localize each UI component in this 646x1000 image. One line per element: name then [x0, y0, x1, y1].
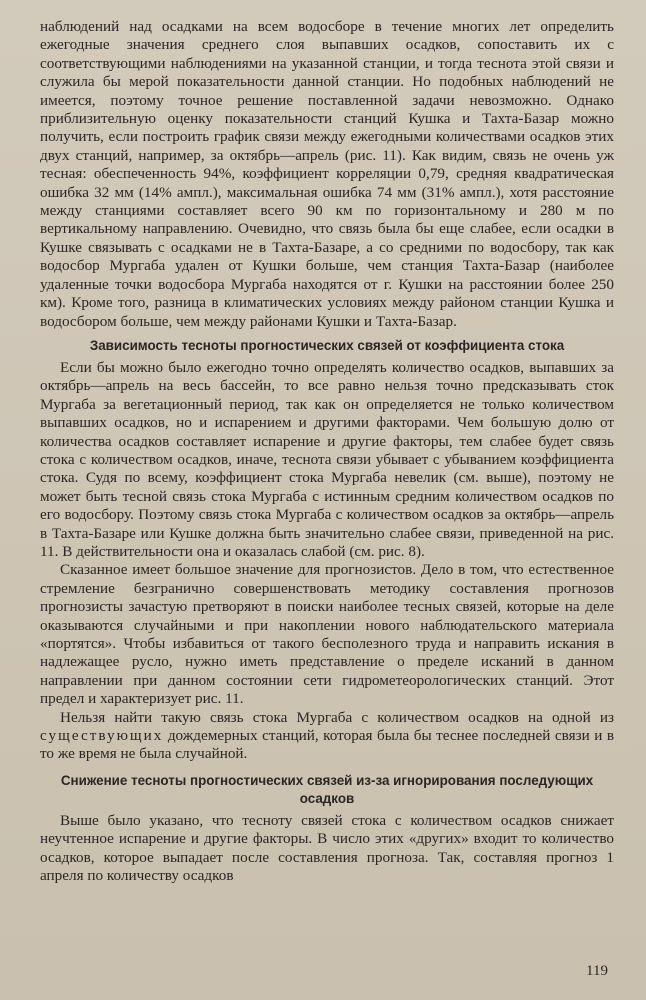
- page-number: 119: [586, 963, 608, 979]
- spaced-emphasis: существующих: [40, 727, 164, 745]
- section-heading-subsequent-precipitation: Снижение тесноты прогностических связей из-за игнорирования последующих осадков: [60, 772, 594, 806]
- paragraph-subsequent-precipitation: Выше было указано, что тесноту связей стока с количеством осадков снижает неучтенное испарение и другие факторы. В число этих «других» входит то количество осадков, которое выпадает после составления прогноза. Так, составляя прогноз 1 апреля по количеству осадков: [40, 811, 614, 885]
- paragraph-existing-stations: [40, 709, 614, 764]
- paragraph-forecasters: Сказанное имеет большое значение для прогнозистов. Дело в том, что естественное стремление безгранично совершенствовать методику составления прогнозов прогнозисты зачастую претворяют в поиски наиболее тесных связей, которые на деле оказываются случайными и при накоплении нового наблюдательского материала «портятся». Чтобы избавиться от такого бесполезного труда и направить искания в надлежащее русло, нужно иметь представление о пределе исканий в данном направлении при данном состоянии сети гидрометеорологических станций. Этот предел и характеризует рис. 11.: [40, 561, 614, 708]
- paragraph-runoff-coefficient: Если бы можно было ежегодно точно определять количество осадков, выпавших за октябрь—апрель на весь бассейн, то все равно нельзя точно предсказывать сток Мургаба за вегетационный период, так как он определяется не только количеством выпавших осадков, но и испарением и другими факторами. Чем большую долю от количества осадков составляет испарение и другие факторы, тем слабее будет связь стока с количеством осадков, иначе, теснота связи убывает с убыванием коэффициента стока. Судя по всему, коэффициент стока Мургаба невелик (см. выше), поэтому не может быть тесной связь стока Мургаба с истинным средним количеством осадков по его водосбору. Поэтому связь стока Мургаба с количеством осадков за октябрь—апрель в Тахта-Базаре или Кушке должна быть значительно слабее связи, приведенной на рис. 11. В действительности она и оказалась слабой (см. рис. 8).: [40, 358, 614, 560]
- paragraph-intro: наблюдений над осадками на всем водосборе в течение многих лет определить ежегодные значения среднего слоя выпавших осадков, сопоставить их с соответствующими наблюдениями на указанной станции, и тогда теснота этой связи и служила бы мерой показательности данной станции. Но подобных наблюдений не имеется, поэтому точное решение поставленной задачи невозможно. Однако приблизительную оценку показательности станций Кушка и Тахта-Базар можно получить, если построить график связи между ежегодными количествами осадков этих двух станций, например, за октябрь—апрель (рис. 11). Как видим, связь не очень уж тесная: обеспеченность 94%, коэффициент корреляции 0,79, средняя квадратическая ошибка 32 мм (14% ампл.), максимальная ошибка 74 мм (31% ампл.), хотя расстояние между станциями составляет всего 90 км по горизонтальному и 280 м по вертикальному направлению. Очевидно, что связь была бы еще слабее, если осадки в Кушке связывать с осадками не в Тахта-Базаре, а со средними по водосбору, так как водосбор Мургаба удален от Кушки больше, чем станция Тахта-Базар (наиболее удаленные точки водосбора Мургаба находятся от г. Кушки на расстоянии более 250 км). Кроме того, разница в климатических условиях между районом станции Кушка и водосбором больше, чем между районами Кушки и Тахта-Базар.: [40, 18, 614, 330]
- section-heading-runoff-coefficient: Зависимость тесноты прогностических связей от коэффициента стока: [89, 337, 565, 353]
- paragraph-existing-stations-end: дождемерных станций, которая была бы теснее последней связи и в то же время не была случайной.: [40, 727, 614, 763]
- paragraph-existing-stations-start: Нельзя найти такую связь стока Мургаба с количеством осадков на одной из: [60, 708, 614, 726]
